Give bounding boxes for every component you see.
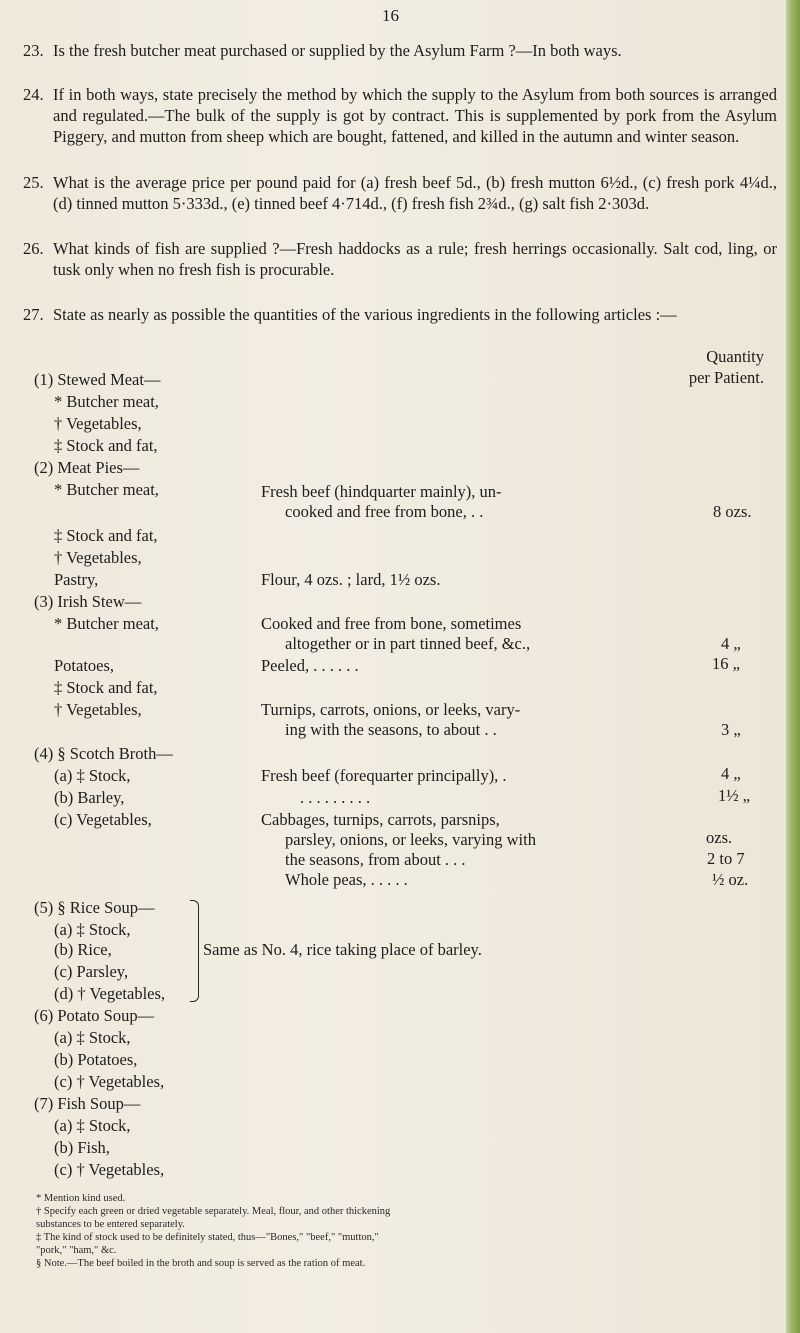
footnote-3-cont: "pork," "ham," &c. — [36, 1245, 117, 1256]
footnote-2-cont: substances to be entered separately. — [36, 1219, 185, 1230]
qty-scotch-broth-vegetables: 2 to 7 — [707, 849, 745, 868]
question-number: 23. — [23, 41, 44, 60]
footnote-1: * Mention kind used. — [36, 1193, 126, 1204]
question-number: 25. — [23, 173, 44, 192]
item-irish-stew-stock: ‡ Stock and fat, — [54, 678, 158, 697]
footnote-2: † Specify each green or dried vegetable separately. Meal, flour, and other thickening — [36, 1206, 391, 1217]
desc-meat-pies-butcher-2: cooked and free from bone, . . — [285, 502, 484, 521]
item-scotch-broth: (4) § Scotch Broth— — [34, 744, 173, 763]
question-number: 27. — [23, 305, 44, 324]
item-irish-stew-potatoes: Potatoes, — [54, 656, 115, 675]
quantity-header-line1: Quantity — [706, 347, 764, 366]
item-potato-soup: (6) Potato Soup— — [34, 1006, 155, 1025]
desc-scotch-broth-peas: Whole peas, . . . . . — [285, 870, 408, 889]
item-meat-pies-vegetables: † Vegetables, — [54, 548, 142, 567]
item-rice-soup-stock: (a) ‡ Stock, — [54, 920, 131, 939]
desc-scotch-broth-vegetables-2: parsley, onions, or leeks, varying with — [285, 830, 536, 849]
item-rice-soup: (5) § Rice Soup— — [34, 898, 155, 917]
qty-meat-pies-butcher: 8 ozs. — [713, 502, 752, 521]
qty-irish-stew-butcher: 4 „ — [721, 634, 741, 653]
desc-scotch-broth-stock: Fresh beef (forequarter principally), . — [261, 766, 507, 785]
question-text: Is the fresh butcher meat purchased or supplied by the Asylum Farm ?—In both ways. — [53, 41, 622, 60]
question-number: 24. — [23, 85, 44, 104]
rice-soup-brace — [190, 900, 199, 1002]
item-potato-soup-vegetables: (c) † Vegetables, — [54, 1072, 165, 1091]
item-irish-stew-vegetables: † Vegetables, — [54, 700, 142, 719]
item-stewed-meat-butcher: * Butcher meat, — [54, 392, 159, 411]
qty-scotch-broth-barley: 1½ „ — [718, 786, 751, 805]
qty-scotch-broth-peas: ½ oz. — [712, 870, 749, 889]
item-scotch-broth-barley: (b) Barley, — [54, 788, 125, 807]
item-fish-soup-fish: (b) Fish, — [54, 1138, 110, 1157]
desc-irish-stew-butcher-1: Cooked and free from bone, sometimes — [261, 614, 522, 633]
question-text: State as nearly as possible the quantities of the various ingredients in the following articles :— — [53, 305, 677, 324]
qty-scotch-broth-unit: ozs. — [706, 828, 733, 847]
item-fish-soup: (7) Fish Soup— — [34, 1094, 141, 1113]
qty-irish-stew-vegetables: 3 „ — [721, 720, 741, 739]
qty-irish-stew-potatoes: 16 „ — [712, 654, 740, 673]
item-meat-pies-stock: ‡ Stock and fat, — [54, 526, 158, 545]
item-fish-soup-stock: (a) ‡ Stock, — [54, 1116, 131, 1135]
item-scotch-broth-vegetables: (c) Vegetables, — [54, 810, 152, 829]
footnote-4: § Note.—The beef boiled in the broth and soup is served as the ration of meat. — [36, 1258, 366, 1269]
desc-irish-stew-vegetables-2: ing with the seasons, to about . . — [285, 720, 497, 739]
desc-irish-stew-butcher-2: altogether or in part tinned beef, &c., — [285, 634, 531, 653]
question-text: If in both ways, state precisely the method by which the supply to the Asylum from both sources is arranged and regulated.—The bulk of the supply is got by contract. This is supplemented by pork from the Asylum Piggery, and mutton from sheep which are bought, fattened, and killed in the autumn and winter season. — [53, 85, 777, 146]
item-stewed-meat: (1) Stewed Meat— — [34, 370, 161, 389]
item-irish-stew: (3) Irish Stew— — [34, 592, 142, 611]
item-scotch-broth-stock: (a) ‡ Stock, — [54, 766, 131, 785]
quantity-header-line2: per Patient. — [688, 368, 764, 387]
desc-meat-pies-pastry: Flour, 4 ozs. ; lard, 1½ ozs. — [261, 570, 441, 589]
desc-scotch-broth-barley: . . . . . . . . . — [300, 788, 371, 807]
desc-scotch-broth-vegetables-3: the seasons, from about . . . — [285, 850, 466, 869]
desc-irish-stew-vegetables-1: Turnips, carrots, onions, or leeks, vary- — [261, 700, 521, 719]
item-meat-pies: (2) Meat Pies— — [34, 458, 140, 477]
desc-meat-pies-butcher-1: Fresh beef (hindquarter mainly), un- — [261, 482, 502, 501]
question-number: 26. — [23, 239, 44, 258]
item-stewed-meat-vegetables: † Vegetables, — [54, 414, 142, 433]
question-text: What is the average price per pound paid for (a) fresh beef 5d., (b) fresh mutton 6½d., (c) fresh pork 4¼d., (d) tinned mutton 5·333d., (e) tinned beef 4·714d., (f) fresh fish 2¾d., (g) salt fish 2·303d. — [53, 173, 777, 213]
item-fish-soup-vegetables: (c) † Vegetables, — [54, 1160, 165, 1179]
quantity-header — [689, 346, 764, 388]
qty-scotch-broth-stock: 4 „ — [721, 764, 741, 783]
page-edge-decoration — [786, 0, 800, 1333]
item-meat-pies-pastry: Pastry, — [54, 570, 99, 589]
item-rice-soup-parsley: (c) Parsley, — [54, 962, 129, 981]
item-stewed-meat-stock: ‡ Stock and fat, — [54, 436, 158, 455]
item-potato-soup-stock: (a) ‡ Stock, — [54, 1028, 131, 1047]
page-number: 16 — [382, 6, 399, 25]
footnote-3: ‡ The kind of stock used to be definitely stated, thus—"Bones," "beef," "mutton," — [36, 1232, 379, 1243]
item-rice-soup-rice: (b) Rice, — [54, 940, 112, 959]
desc-scotch-broth-vegetables-1: Cabbages, turnips, carrots, parsnips, — [261, 810, 500, 829]
desc-irish-stew-potatoes: Peeled, . . . . . . — [261, 656, 359, 675]
question-text: What kinds of fish are supplied ?—Fresh haddocks as a rule; fresh herrings occasionally. Salt cod, ling, or tusk only when no fresh fish is procurable. — [53, 239, 777, 279]
item-irish-stew-butcher: * Butcher meat, — [54, 614, 159, 633]
item-potato-soup-potatoes: (b) Potatoes, — [54, 1050, 138, 1069]
desc-rice-soup: Same as No. 4, rice taking place of barley. — [203, 940, 482, 959]
item-rice-soup-vegetables: (d) † Vegetables, — [54, 984, 166, 1003]
item-meat-pies-butcher: * Butcher meat, — [54, 480, 159, 499]
